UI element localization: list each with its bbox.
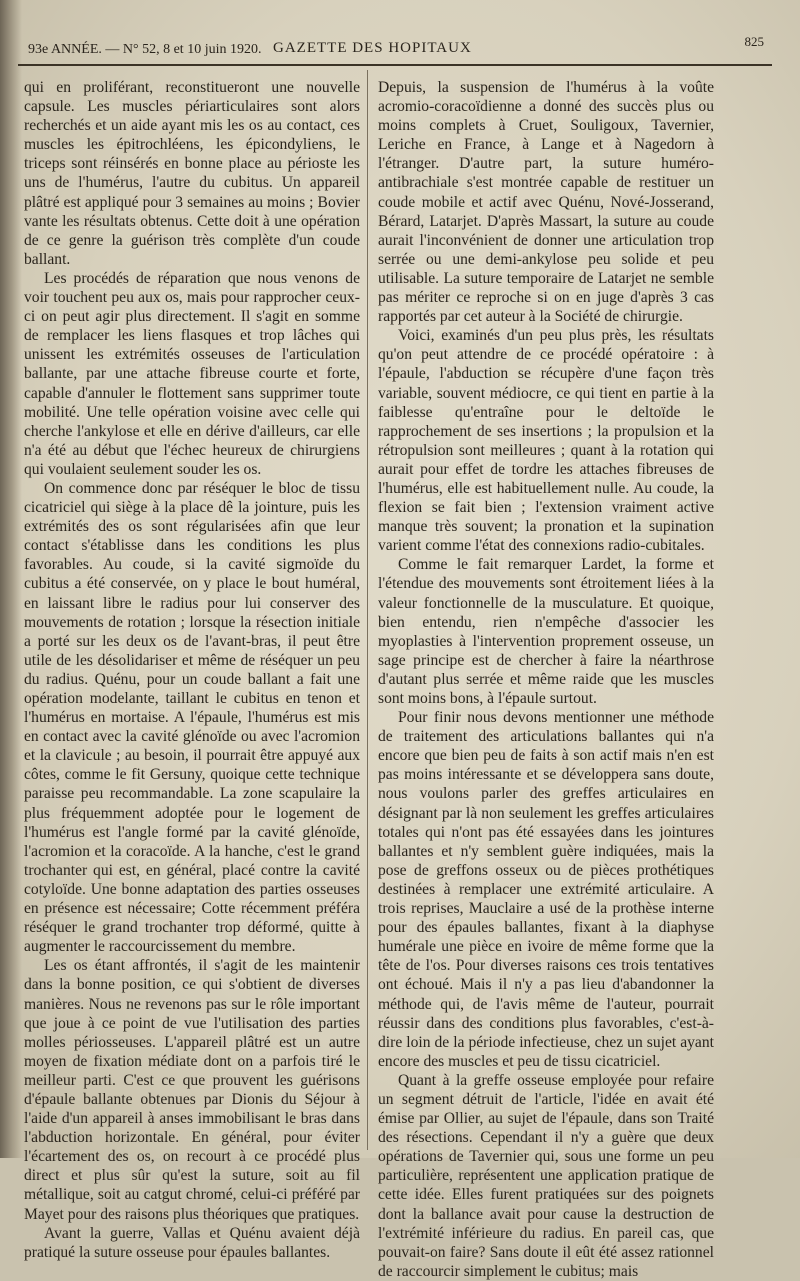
paragraph: Quant à la greffe osseuse employée pour refaire un segment détruit de l'article, l'idée en avait été émise par Ollier, au sujet de l'épaule, dans son Traité des résections. Cependant il n'y a guère que deux opérations de Tavernier qui, sous une forme un peu particulière, représentent une application pratique de cette idée. Elles furent pratiquées sur des poignets dont la ballance avait pour cause la destruction de l'extrémité inférieure du radius. En pareil cas, que pouvait-on faire? Sans doute il eût été assez rationnel de raccourcir simplement le cubitus; mais — [378, 1071, 714, 1280]
issue-info: 93e ANNÉE. — N° 52, 8 et 10 juin 1920. — [28, 42, 262, 57]
paragraph: Les procédés de réparation que nous venons de voir touchent peu aux os, mais pour rapprocher ceux-ci on peut agir plus directement. Il s'agit en somme de remplacer les liens flasques et trop lâches qui unissent les extrémités osseuses de l'articulation ballante, par une attache fibreuse courte et forte, capable d'annuler le flottement sans supprimer toute mobilité. Une telle opération voisine avec celle qui cherche l'ankylose et elle en dérive d'ailleurs, car elle n'a été au début que l'échec heureux de chirurgiens qui voulaient seulement souder les os. — [24, 269, 360, 478]
paragraph: Depuis, la suspension de l'humérus à la voûte acromio-coracoïdienne a donné des succès plus ou moins complets à Cruet, Souligoux, Tavernier, Leriche en France, à Lange et à Nagedorn à l'étranger. D'autre part, la suture huméro-antibrachiale s'est montrée capable de restituer un coude mobile et actif avec Quénu, Nové-Josserand, Bérard, Latarjet. D'après Massart, la suture au coude aurait l'inconvénient de donner une articulation trop serrée ou une demi-ankylose peu solide et peu utilisable. La suture temporaire de Latarjet ne semble pas mériter ce reproche si on en juge d'après 3 cas rapportés par cet auteur à la Société de chirurgie. — [378, 79, 714, 326]
paragraph: Les os étant affrontés, il s'agit de les maintenir dans la bonne position, ce qui s'obtient de diverses manières. Nous ne revenons pas sur le rôle important que joue à ce point de vue l'utilisation des parties molles périosseuses. L'appareil plâtré est un autre moyen de fixation médiate dont on a parfois tiré le meilleur parti. C'est ce que prouvent les guérisons d'épaule ballante obtenues par Dionis du Séjour à l'aide d'un appareil à anses immobilisant le bras dans l'abduction horizontale. En général, pour éviter l'écartement des os, on recourt à ce procédé plus direct et plus sûr qu'est la suture, soit au fil métallique, soit au catgut chromé, celui-ci préféré par Mayet pour des raisons plus théoriques que pratiques. — [24, 957, 360, 1223]
journal-title: GAZETTE DES HOPITAUX — [273, 40, 472, 56]
right-column — [378, 78, 714, 1280]
paragraph: Avant la guerre, Vallas et Quénu avaient déjà pratiqué la suture osseuse pour épaules ballantes. — [24, 1224, 360, 1261]
paragraph: On commence donc par réséquer le bloc de tissu cicatriciel qui siège à la place dê la jointure, puis les extrémités des os sont régularisées afin que leur contact s'établisse dans les conditions les plus favorables. Au coude, si la cavité sigmoïde du cubitus a été conservée, on y place le bout huméral, en laissant libre le radius pour lui conserver des mouvements de rotation ; lorsque la résection initiale a porté sur les deux os de l'avant-bras, il peut être utile de les désolidariser et même de réséquer un peu du radius. Quénu, pour un coude ballant a fait une opération modelante, taillant le cubitus en tenon et l'humérus en mortaise. A l'épaule, l'humérus est mis en contact avec la cavité glénoïde ou avec l'acromion et la clavicule ; au besoin, il pourrait être appuyé aux côtes, comme le fit Gersuny, quoique cette technique paraisse peu recommandable. La zone scapulaire la plus fréquemment adoptée pour le logement de l'humérus est l'angle formé par la cavité glénoïde, l'acromion et la coracoïde. A la hanche, c'est le grand trochanter qui est, en général, placé contre la cavité cotyloïde. Une bonne adaptation des parties osseuses en présence est nécessaire; Cotte récemment préféra réséquer le grand trochanter trop déformé, quitte à augmenter le raccourcissement du membre. — [24, 479, 360, 956]
paragraph: Comme le fait remarquer Lardet, la forme et l'étendue des mouvements sont étroitement liées à la valeur fonctionnelle de la musculature. Et quoique, bien entendu, rien n'empêche d'associer les myoplasties à l'intervention proprement osseuse, un sage principe est de chercher à faire la néarthrose d'autant plus serrée et même raide que les muscles sont moins bons, à l'épaule surtout. — [378, 556, 714, 707]
page-header — [28, 34, 772, 64]
column-divider — [367, 70, 368, 1150]
paragraph: Pour finir nous devons mentionner une méthode de traitement des articulations ballantes qui n'a encore que bien peu de faits à son actif mais n'en est pas moins intéressante et se développera sans doute, nous voulons parler des greffes articulaires en désignant par là non seulement les greffes articulaires totales qui n'ont pas été essayées dans les jointures ballantes et n'y semblent guère indiquées, mais la pose de greffons osseux ou de pièces prothétiques destinées à remplacer une extrémité articulaire. A trois reprises, Mauclaire a usé de la prothèse interne pour des épaules ballantes, fixant à la diaphyse humérale une pièce en ivoire de même forme que la tête de l'os. Pour diverses raisons ces trois tentatives ont échoué. Mais il n'y a pas lieu d'abandonner la méthode qui, de l'avis même de l'auteur, pourrait réussir dans des conditions plus favorables, c'est-à-dire loin de la période infectieuse, chez un sujet ayant encore des muscles et peu de tissu cicatriciel. — [378, 709, 714, 1070]
left-column — [24, 78, 360, 1261]
page-number: 825 — [744, 34, 764, 49]
paragraph: Voici, examinés d'un peu plus près, les résultats qu'on peut attendre de ce procédé opératoire : à l'épaule, l'abduction se récupère d'une façon très variable, souvent médiocre, ce qui tient en partie à la faiblesse qu'entraîne pour le deltoïde le rapprochement de ses insertions ; la propulsion et la rétropulsion sont meilleures ; quant à la rotation qui aurait pour effet de tordre les attaches fibreuses de l'humérus, elle est habituellement nulle. Au coude, la flexion se fait bien ; l'extension vraiment active manque très souvent; la pronation et la supination varient comme l'état des connexions radio-cubitales. — [378, 327, 714, 555]
paragraph: qui en proliférant, reconstitueront une nouvelle capsule. Les muscles périarticulaires sont alors recherchés et un aide ayant mis les os au contact, ces muscles les épitrochléens, les épicondyliens, le triceps sont réinsérés en bonne place au périoste les uns de l'humérus, l'autre du cubitus. Un appareil plâtré est appliqué pour 3 semaines au moins ; Bovier vante les résultats obtenus. Cette doit à une opération de ce genre la guérison très complète d'un coude ballant. — [24, 79, 360, 268]
page-spine-shadow — [0, 0, 22, 1158]
header-rule — [18, 64, 772, 66]
